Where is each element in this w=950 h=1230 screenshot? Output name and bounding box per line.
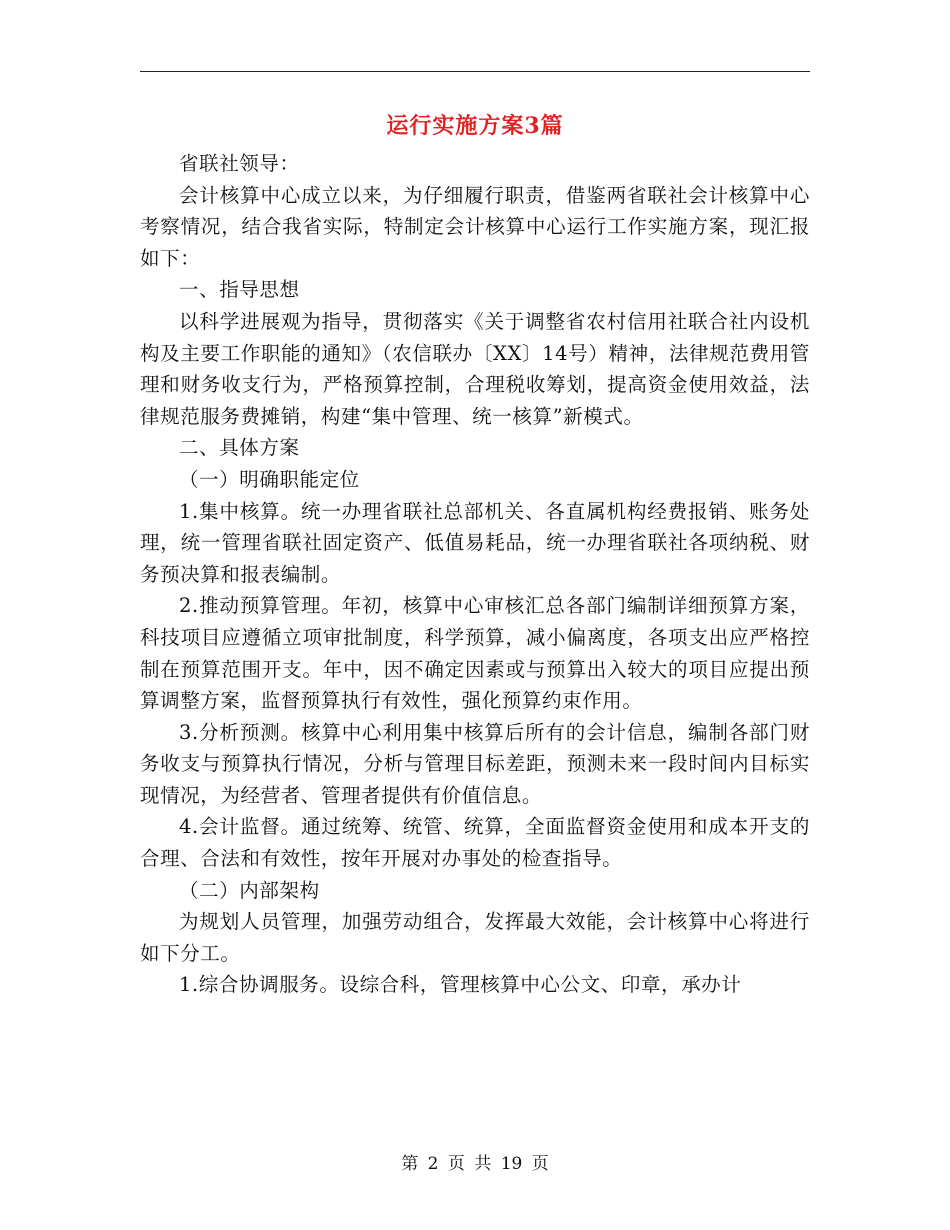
body-paragraph: 1.综合协调服务。设综合科，管理核算中心公文、印章，承办计: [179, 973, 742, 997]
body-paragraph: 4.会计监督。通过统筹、统管、统算，全面监督资金使用和成本开支的合理、合法和有效性，按年开展对办事处的检查指导。: [140, 815, 810, 871]
header-rule: [140, 71, 810, 72]
body-paragraph: 2.推动预算管理。年初，核算中心审核汇总各部门编制详细预算方案，科技项目应遵循立项审批制度，科学预算，减小偏离度，各项支出应严格控制在预算范围开支。年中，因不确定因素或与预算出入较大的项目应提出预算调整方案，监督预算执行有效性，强化预算约束作用。: [140, 594, 810, 713]
body-paragraph: 会计核算中心成立以来，为仔细履行职责，借鉴两省联社会计核算中心考察情况，结合我省实际，特制定会计核算中心运行工作实施方案，现汇报如下：: [140, 183, 810, 270]
salutation: 省联社领导：: [179, 152, 300, 175]
body-paragraph: 1.集中核算。统一办理省联社总部机关、各直属机构经费报销、账务处理，统一管理省联社固定资产、低值易耗品，统一办理省联社各项纳税、财务预决算和报表编制。: [140, 499, 810, 586]
document-body: [140, 148, 810, 1001]
body-paragraph: 为规划人员管理，加强劳动组合，发挥最大效能，会计核算中心将进行如下分工。: [140, 910, 810, 965]
subsection-heading: （二）内部架构: [179, 878, 320, 902]
section-heading: 一、指导思想: [179, 278, 300, 302]
body-paragraph: 以科学进展观为指导，贯彻落实《关于调整省农村信用社联合社内设机构及主要工作职能的通知》（农信联办〔XX〕14号）精神，法律规范费用管理和财务收支行为，严格预算控制，合理税收筹划，提高资金使用效益，法律规范服务费摊销，构建“集中管理、统一核算”新模式。: [140, 309, 810, 428]
body-paragraph: 3.分析预测。核算中心利用集中核算后所有的会计信息，编制各部门财务收支与预算执行情况，分析与管理目标差距，预测未来一段时间内目标实现情况，为经营者、管理者提供有价值信息。: [140, 720, 810, 807]
section-heading: 二、具体方案: [179, 436, 300, 460]
document-title: 运行实施方案3篇: [386, 113, 564, 139]
page-footer: 第 2 页 共 19 页: [401, 1154, 549, 1174]
subsection-heading: （一）明确职能定位: [179, 467, 360, 491]
